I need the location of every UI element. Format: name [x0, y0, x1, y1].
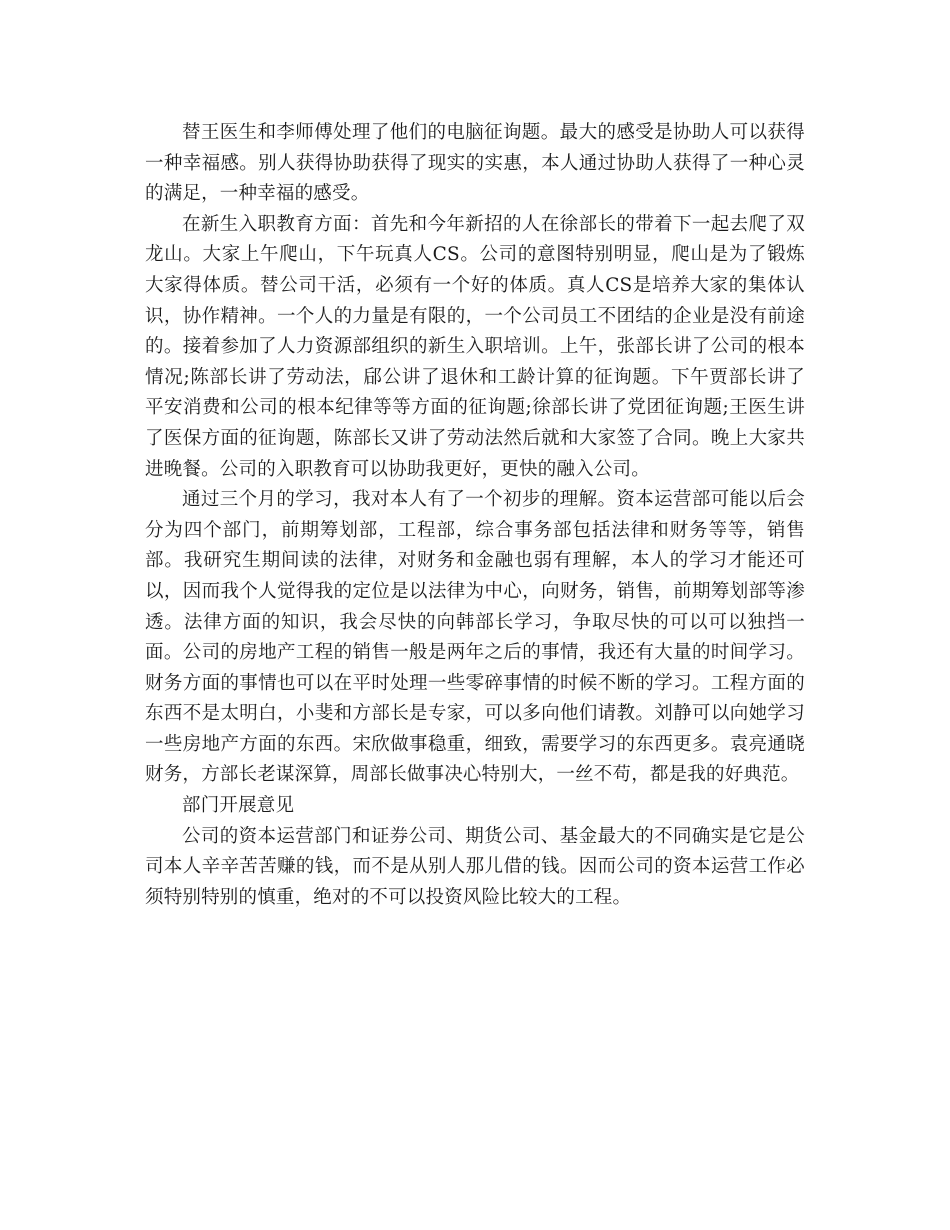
paragraph-onboarding-education: 在新生入职教育方面：首先和今年新招的人在徐部长的带着下一起去爬了双龙山。大家上午爬山，下午玩真人CS。公司的意图特别明显，爬山是为了锻炼大家得体质。替公司干活，必须有一个好的体质。真人CS是培养大家的集体认识，协作精神。一个人的力量是有限的，一个公司员工不团结的企业是没有前途的。接着参加了人力资源部组织的新生入职培训。上午，张部长讲了公司的根本情况;陈部长讲了劳动法，郈公讲了退休和工龄计算的征询题。下午贾部长讲了平安消费和公司的根本纪律等等方面的征询题;徐部长讲了党团征询题;王医生讲了医保方面的征询题，陈部长又讲了劳动法然后就和大家签了合同。晚上大家共进晚餐。公司的入职教育可以协助我更好，更快的融入公司。	[145, 213, 805, 480]
paragraph-self-understanding: 通过三个月的学习，我对本人有了一个初步的理解。资本运营部可能以后会分为四个部门，前期筹划部，工程部，综合事务部包括法律和财务等等，销售部。我研究生期间读的法律，对财务和金融也弱有理解，本人的学习才能还可以，因而我个人觉得我的定位是以法律为中心，向财务，销售，前期筹划部等渗透。法律方面的知识，我会尽快的向韩部长学习，争取尽快的可以可以独挡一面。公司的房地产工程的销售一般是两年之后的事情，我还有大量的时间学习。财务方面的事情也可以在平时处理一些零碎事情的时候不断的学习。工程方面的东西不是太明白，小斐和方部长是专家，可以多向他们请教。刘静可以向她学习一些房地产方面的东西。宋欣做事稳重，细致，需要学习的东西更多。袁亮通晓财务，方部长老谋深算，周部长做事决心特别大，一丝不苟，都是我的好典范。	[145, 489, 805, 786]
section-heading-department-opinion: 部门开展意见	[182, 795, 295, 817]
paragraph-capital-operation: 公司的资本运营部门和证券公司、期货公司、基金最大的不同确实是它是公司本人辛辛苦苦赚的钱，而不是从别人那儿借的钱。因而公司的资本运营工作必须特别特别的慎重，绝对的不可以投资风险比较大的工程。	[145, 825, 805, 908]
paragraph-helping-colleagues: 替王医生和李师傅处理了他们的电脑征询题。最大的感受是协助人可以获得一种幸福感。别人获得协助获得了现实的实惠，本人通过协助人获得了一种心灵的满足，一种幸福的感受。	[145, 122, 805, 205]
document-body	[145, 118, 805, 913]
